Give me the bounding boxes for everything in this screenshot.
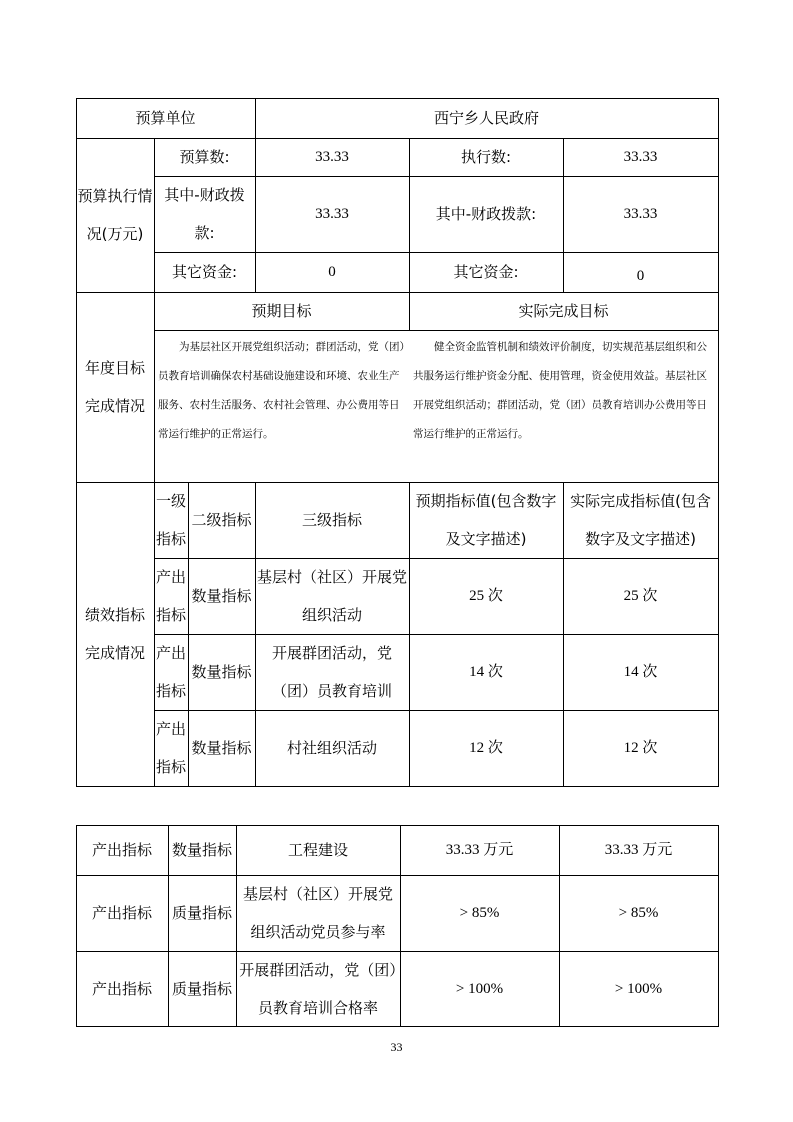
perf-row-2-level3: 开展群团活动，党（团）员教育培训 xyxy=(271,644,392,700)
perf-row-1-level1: 产出指标 xyxy=(155,568,186,624)
header-level2: 二级指标 xyxy=(191,511,252,529)
cont-row-1-level2: 数量指标 xyxy=(171,841,232,859)
header-level3: 三级指标 xyxy=(301,511,362,529)
perf-row-2-actual: 14 次 xyxy=(623,664,658,680)
cont-row-2-level3: 基层村（社区）开展党组织活动党员参与率 xyxy=(242,885,393,941)
cont-row-1-level3: 工程建设 xyxy=(287,841,348,859)
budget-unit-value: 西宁乡人民政府 xyxy=(433,109,539,127)
perf-row-3-expected: 12 次 xyxy=(469,740,503,756)
cont-row-3-actual: > 100% xyxy=(614,980,663,997)
header-level1: 一级指标 xyxy=(155,492,186,548)
cont-row-1-level1: 产出指标 xyxy=(91,841,152,859)
cont-row-3-level2: 质量指标 xyxy=(171,979,232,998)
fiscal-value-left: 33.33 xyxy=(315,206,349,222)
perf-row-2-level2: 数量指标 xyxy=(191,663,252,681)
cont-row-3-expected: > 100% xyxy=(455,980,504,997)
cont-row-2-level2: 质量指标 xyxy=(171,904,232,922)
perf-row-2-expected: 14 次 xyxy=(469,664,503,680)
cont-row-3-level3: 开展群团活动，党（团）员教育培训合格率 xyxy=(239,960,397,1017)
expected-goal-header: 预期目标 xyxy=(251,302,312,320)
budget-unit-label: 预算单位 xyxy=(135,109,196,127)
exec-num-value: 33.33 xyxy=(623,149,658,165)
cont-row-1-actual: 33.33 万元 xyxy=(604,842,673,858)
perf-row-3-level2: 数量指标 xyxy=(191,739,252,757)
perf-row-3-level1: 产出指标 xyxy=(155,720,186,776)
actual-goal-header: 实际完成目标 xyxy=(518,302,609,320)
perf-row-3-level3: 村社组织活动 xyxy=(286,739,377,757)
fiscal-label-left: 其中-财政拨款: xyxy=(164,186,245,242)
other-label-left: 其它资金: xyxy=(171,263,238,281)
cont-row-3-level1: 产出指标 xyxy=(91,979,152,998)
other-value-right: 0 xyxy=(636,268,645,284)
page-number: 33 xyxy=(390,1040,403,1054)
perf-row-1-level3: 基层村（社区）开展党组织活动 xyxy=(256,568,407,624)
cont-row-2-expected: > 85% xyxy=(459,905,500,921)
exec-num-label: 执行数: xyxy=(460,148,512,166)
budget-exec-label: 预算执行情况(万元) xyxy=(77,187,153,243)
fiscal-label-right: 其中-财政拨款: xyxy=(435,205,537,223)
fiscal-value-right: 33.33 xyxy=(623,206,658,222)
perf-row-1-level2: 数量指标 xyxy=(191,587,252,605)
annual-goal-label: 年度目标完成情况 xyxy=(84,359,145,415)
budget-num-value: 33.33 xyxy=(315,149,349,165)
cont-row-2-actual: > 85% xyxy=(618,905,659,921)
budget-num-label: 预算数: xyxy=(179,148,230,166)
other-label-right: 其它资金: xyxy=(453,263,519,281)
cont-row-2-level1: 产出指标 xyxy=(91,904,152,922)
performance-label: 绩效指标完成情况 xyxy=(84,606,145,662)
other-value-left: 0 xyxy=(328,264,336,280)
perf-row-2-level1: 产出指标 xyxy=(155,644,186,700)
perf-row-1-actual: 25 次 xyxy=(623,588,658,604)
expected-goal-text: 为基层社区开展党组织活动；群团活动，党（团）员教育培训确保农村基础设施建设和环境、农业生产服务、农村生活服务、农村社会管理、办公费用等日常运行维护的正常运行。 xyxy=(158,341,405,440)
actual-goal-text: 健全资金监管机制和绩效评价制度，切实规范基层组织和公共服务运行维护资金分配、使用管理，资金使用效益。基层社区开展党组织活动；群团活动，党（团）员教育培训办公费用等日常运行维护的正常运行。 xyxy=(413,341,707,440)
header-actual: 实际完成指标值(包含数字及文字描述) xyxy=(570,492,711,548)
perf-row-3-actual: 12 次 xyxy=(623,740,658,756)
perf-row-1-expected: 25 次 xyxy=(469,588,503,604)
header-expected: 预期指标值(包含数字及文字描述) xyxy=(415,492,557,548)
cont-row-1-expected: 33.33 万元 xyxy=(445,842,514,858)
